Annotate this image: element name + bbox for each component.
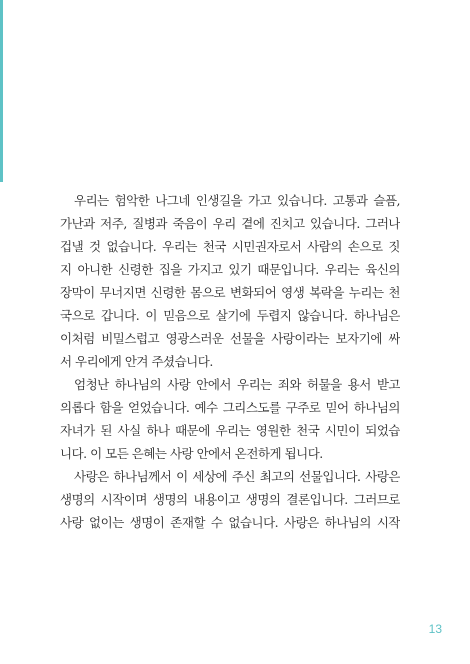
paragraph-line: 이처럼 비밀스럽고 영광스러운 선물을 사랑이라는 보자기에 싸 [60,331,400,346]
paragraph-line: 서 우리에게 안겨 주셨습니다. [60,354,213,369]
paragraph-line: 사랑 없이는 생명이 존재할 수 없습니다. 사랑은 하나님의 시작 [60,515,400,530]
paragraph-line: 우리는 험악한 나그네 인생길을 가고 있습니다. 고통과 슬픔, [74,193,400,208]
paragraph-line: 엄청난 하나님의 사랑 안에서 우리는 죄와 허물을 용서 받고 [74,377,400,392]
paragraph-line: 니다. 이 모든 은혜는 사랑 안에서 온전하게 됩니다. [60,446,323,461]
paragraph-line: 가난과 저주, 질병과 죽음이 우리 곁에 진치고 있습니다. 그러나 [60,216,400,231]
paragraph-line: 사랑은 하나님께서 이 세상에 주신 최고의 선물입니다. 사랑은 [74,469,400,484]
paragraph-line: 국으로 갑니다. 이 믿음으로 살기에 두렵지 않습니다. 하나님은 [60,308,400,323]
accent-side-bar [0,0,3,182]
page-number: 13 [428,622,442,636]
paragraph-line: 지 아니한 신령한 집을 가지고 있기 때문입니다. 우리는 육신의 [60,262,400,277]
body-text [60,189,400,534]
paragraph-line: 생명의 시작이며 생명의 내용이고 생명의 결론입니다. 그러므로 [60,492,400,507]
paragraph-line: 자녀가 된 사실 하나 때문에 우리는 영원한 천국 시민이 되었습 [60,423,400,438]
paragraph-line: 장막이 무너지면 신령한 몸으로 변화되어 영생 복락을 누리는 천 [60,285,400,300]
paragraph-line: 의롭다 함을 얻었습니다. 예수 그리스도를 구주로 믿어 하나님의 [60,400,400,415]
paragraph-line: 겁낼 것 없습니다. 우리는 천국 시민권자로서 사람의 손으로 짓 [60,239,400,254]
